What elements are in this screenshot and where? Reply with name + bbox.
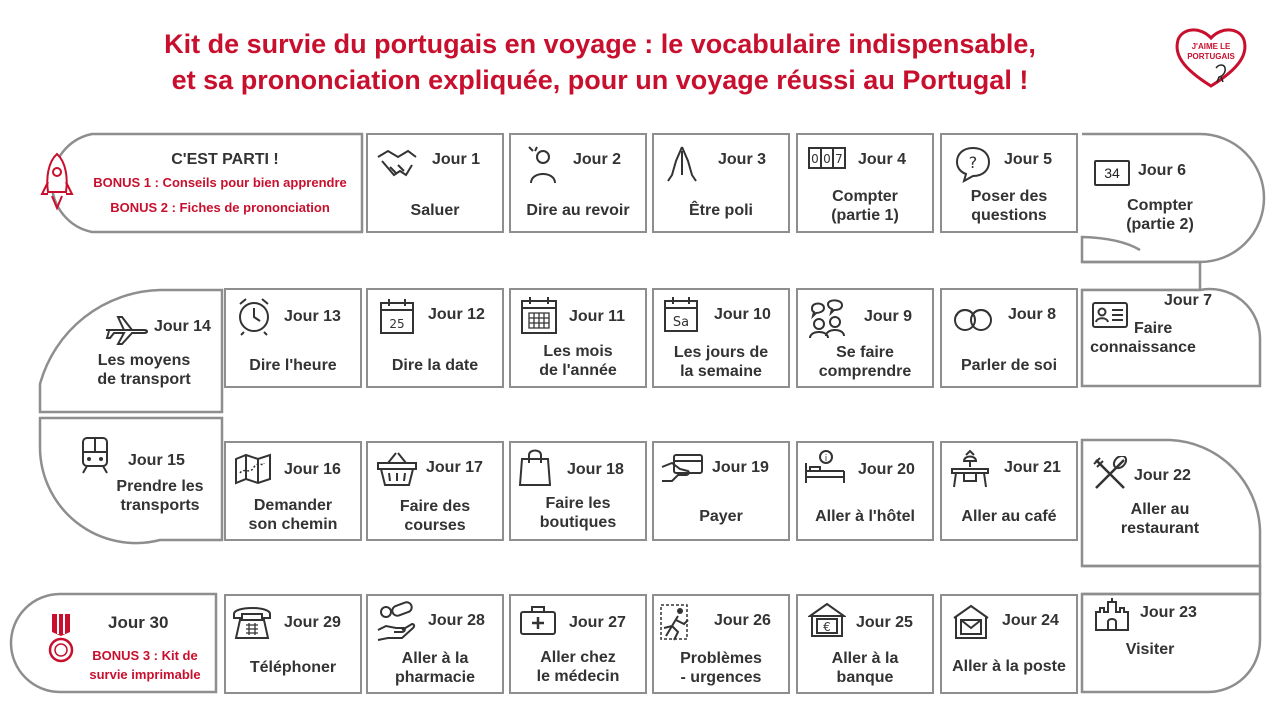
day-cell-13[interactable] — [224, 288, 362, 388]
calendar-month-icon — [521, 296, 557, 334]
day-topic-2: le médecin — [536, 668, 620, 685]
hotel-bed-icon — [804, 449, 846, 485]
day-topic: Aller à la — [401, 650, 469, 667]
day-cell-20[interactable] — [796, 441, 934, 541]
day-topic: Dire au revoir — [526, 202, 630, 219]
start-heading: C'EST PARTI ! — [171, 151, 279, 168]
day-topic-2: de transport — [97, 371, 191, 388]
conversation-icon — [808, 298, 846, 338]
day-label: Jour 13 — [284, 308, 341, 325]
day-label: Jour 25 — [856, 614, 913, 631]
calendar-date-text: 25 — [389, 317, 405, 331]
day-label: Jour 3 — [718, 151, 767, 168]
day-topic-2: transports — [120, 497, 200, 514]
day-topic: Les jours de — [673, 344, 769, 361]
basket-icon — [376, 451, 418, 487]
euro-text: € — [823, 620, 831, 634]
day-label: Jour 14 — [154, 318, 211, 335]
day-label: Jour 10 — [714, 306, 771, 323]
day-topic: Faire les — [545, 495, 611, 512]
day-label: Jour 7 — [1164, 292, 1213, 309]
day-topic-2: - urgences — [680, 669, 762, 686]
day-cell-18[interactable] — [509, 441, 647, 541]
post-office-icon — [952, 604, 990, 640]
day-cell-16[interactable] — [224, 441, 362, 541]
day-topic: Les moyens — [97, 352, 191, 369]
day-cell-8[interactable] — [940, 288, 1078, 388]
day-topic: Aller à l'hôtel — [815, 508, 915, 525]
day-topic: Aller à la poste — [952, 658, 1066, 675]
castle-icon — [1094, 598, 1130, 632]
svg-text:?: ? — [968, 153, 978, 172]
shopping-bag-icon — [519, 447, 551, 487]
day-topic-2: (partie 2) — [1126, 216, 1194, 233]
day-label: Jour 18 — [567, 461, 624, 478]
day-topic: Aller chez — [540, 649, 616, 666]
day-topic-2: comprendre — [818, 363, 912, 380]
day-label: Jour 8 — [1008, 306, 1057, 323]
day-topic-2: restaurant — [1120, 520, 1200, 537]
day-cell-1[interactable] — [366, 133, 504, 233]
day-topic-2: courses — [404, 517, 466, 534]
day-label: Jour 23 — [1140, 604, 1197, 621]
day-label: Jour 26 — [714, 612, 771, 629]
day-topic: Prendre les — [116, 478, 204, 495]
pills-hand-icon — [376, 600, 416, 642]
day-label: Jour 17 — [426, 459, 483, 476]
faces-icon — [952, 306, 994, 336]
svg-text:7: 7 — [835, 152, 843, 166]
calendar-day-icon — [664, 296, 698, 332]
day-topic-2: son chemin — [248, 516, 338, 533]
train-icon — [80, 436, 110, 474]
calendar-date-icon — [380, 298, 414, 334]
day-label: Jour 22 — [1134, 467, 1191, 484]
telephone-icon — [232, 604, 272, 640]
bonus-1-label: BONUS 1 : Conseils pour bien apprendre — [93, 175, 347, 190]
day-cell-27[interactable] — [509, 594, 647, 694]
day-label: Jour 4 — [858, 151, 907, 168]
praying-hands-icon — [666, 145, 698, 183]
day-cell-26[interactable] — [652, 594, 790, 694]
day-label: Jour 12 — [428, 306, 485, 323]
fork-knife-icon — [1092, 456, 1128, 492]
day-label: Jour 2 — [573, 151, 622, 168]
number-box-icon: 34 — [1094, 160, 1130, 186]
svg-text:0: 0 — [811, 152, 819, 166]
title-line-1: Kit de survie du portugais en voyage : le vocabulaire indispensable, — [164, 29, 1036, 59]
day-topic: Dire la date — [391, 357, 479, 374]
day-topic-2: (partie 1) — [831, 207, 899, 224]
waving-person-icon — [527, 145, 559, 185]
day-label: Jour 24 — [1002, 612, 1059, 629]
alarm-clock-icon — [236, 296, 272, 336]
title-line-2: et sa prononciation expliquée, pour un voyage réussi au Portugal ! — [171, 65, 1029, 95]
day-cell-3[interactable] — [652, 133, 790, 233]
day-label: Jour 15 — [128, 452, 185, 469]
day-label: Jour 27 — [569, 614, 626, 631]
day-label: Jour 19 — [712, 459, 769, 476]
day-topic: Compter — [832, 188, 898, 205]
day-topic-2: de l'année — [539, 362, 617, 379]
day-topic: Aller au café — [961, 508, 1057, 525]
day-label: Jour 29 — [284, 614, 341, 631]
day-label: Jour 6 — [1138, 162, 1187, 179]
day-cell-24[interactable] — [940, 594, 1078, 694]
day-topic: Parler de soi — [960, 357, 1058, 374]
calendar-day-text: Sa — [672, 315, 690, 330]
day-topic: Payer — [699, 508, 743, 525]
day-cell-4[interactable] — [796, 133, 934, 233]
day-label: Jour 1 — [432, 151, 481, 168]
day-cell-10[interactable] — [652, 288, 790, 388]
day-topic: Problèmes — [680, 650, 762, 667]
logo-line-1: J'AIME LE — [1191, 42, 1231, 51]
day-cell-21[interactable] — [940, 441, 1078, 541]
day-topic: Téléphoner — [249, 659, 337, 676]
id-card-icon — [1092, 302, 1128, 328]
day-label: Jour 16 — [284, 461, 341, 478]
day-topic: Aller à la — [831, 650, 899, 667]
day-cell-2[interactable] — [509, 133, 647, 233]
finish-day-label: Jour 30 — [108, 613, 169, 632]
day-cell-9[interactable] — [796, 288, 934, 388]
day-label: Jour 28 — [428, 612, 485, 629]
card-payment-icon — [660, 453, 704, 483]
day-topic: Demander — [253, 497, 333, 514]
rocket-icon — [40, 152, 74, 214]
day-label: Jour 11 — [569, 308, 626, 325]
day-cell-17[interactable] — [366, 441, 504, 541]
day-cell-12[interactable] — [366, 288, 504, 388]
map-icon — [234, 453, 272, 485]
question-bubble-icon — [954, 145, 992, 183]
day-topic-2: pharmacie — [394, 669, 476, 686]
day-label: Jour 21 — [1004, 459, 1061, 476]
day-topic-2: la semaine — [680, 363, 762, 380]
first-aid-kit-icon — [519, 604, 557, 636]
day-cell-5[interactable] — [940, 133, 1078, 233]
logo-line-2: PORTUGAIS — [1187, 52, 1235, 61]
day-topic-2: boutiques — [539, 514, 617, 531]
emergency-exit-icon — [660, 604, 696, 642]
day-label: Jour 5 — [1004, 151, 1053, 168]
day-topic: Poser des — [970, 188, 1048, 205]
day-cell-11[interactable] — [509, 288, 647, 388]
airplane-icon — [104, 314, 148, 346]
svg-text:0: 0 — [823, 152, 831, 166]
day-topic: Visiter — [1125, 641, 1175, 658]
counter-icon — [808, 147, 846, 169]
day-topic: Se faire — [836, 344, 894, 361]
svg-text:i: i — [824, 454, 828, 464]
day-cell-28[interactable] — [366, 594, 504, 694]
cafe-table-icon — [950, 449, 990, 489]
day-topic: Les mois — [543, 343, 613, 360]
day-label: Jour 20 — [858, 461, 915, 478]
bank-euro-icon — [808, 602, 846, 640]
day-topic-2: questions — [971, 207, 1047, 224]
day-topic: Faire des — [399, 498, 471, 515]
bonus-3-label-2: survie imprimable — [89, 667, 201, 682]
handshake-icon — [376, 147, 418, 183]
day-topic-2: connaissance — [1090, 339, 1196, 356]
day-cell-19[interactable] — [652, 441, 790, 541]
day-topic: Être poli — [688, 202, 753, 219]
day-topic: Faire — [1134, 320, 1173, 337]
bonus-2-label: BONUS 2 : Fiches de prononciation — [110, 200, 330, 215]
day-topic: Aller au — [1130, 501, 1190, 518]
day-topic-2: banque — [836, 669, 894, 686]
day-topic: Dire l'heure — [249, 357, 337, 374]
day-topic: Compter — [1127, 197, 1193, 214]
day-cell-29[interactable] — [224, 594, 362, 694]
day-cell-25[interactable] — [796, 594, 934, 694]
day-label: Jour 9 — [864, 308, 913, 325]
bonus-3-label-1: BONUS 3 : Kit de — [92, 648, 198, 663]
medal-icon — [46, 612, 76, 664]
day-topic: Saluer — [410, 202, 460, 219]
